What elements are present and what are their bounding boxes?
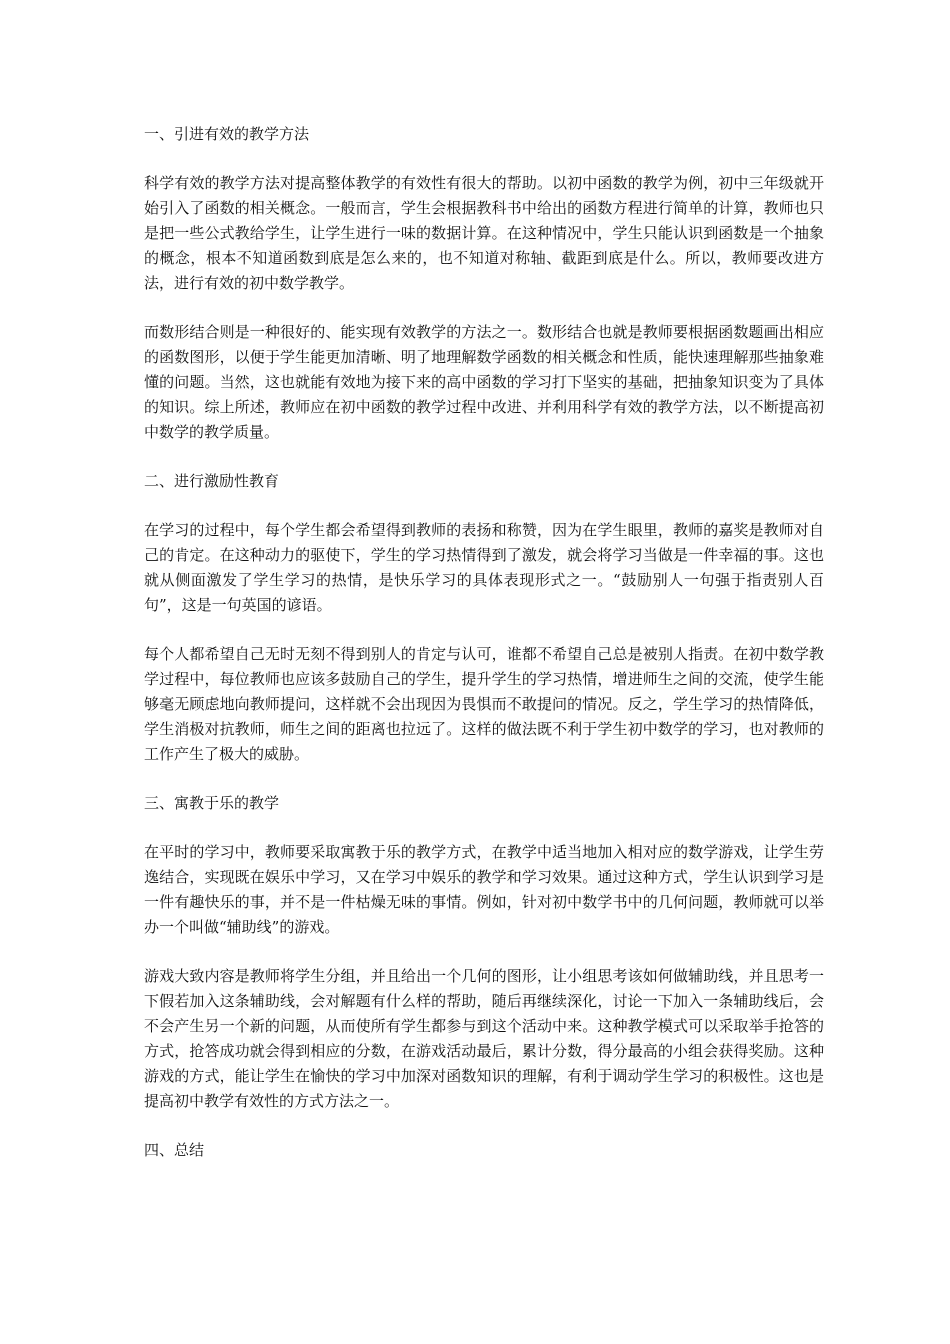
section-3-paragraph-2: 游戏大致内容是教师将学生分组，并且给出一个几何的图形，让小组思考该如何做辅助线，并且思考一下假若加入这条辅助线，会对解题有什么样的帮助，随后再继续深化，讨论一下加入一条辅助线后，会不会产生另一个新的问题，从而使所有学生都参与到这个活动中来。这种教学模式可以采取举手抢答的方式，抢答成功就会得到相应的分数，在游戏活动最后，累计分数，得分最高的小组会获得奖励。这种游戏的方式，能让学生在愉快的学习中加深对函数知识的理解，有利于调动学生学习的积极性。这也是提高初中教学有效性的方式方法之一。 bbox=[144, 967, 824, 1110]
section-3-paragraph-1: 在平时的学习中，教师要采取寓教于乐的教学方式，在教学中适当地加入相对应的数学游戏，让学生劳逸结合，实现既在娱乐中学习，又在学习中娱乐的教学和学习效果。通过这种方式，学生认识到学习是一件有趣快乐的事，并不是一件枯燥无味的事情。例如，针对初中数学书中的几何问题，教师就可以举办一个叫做“辅助线”的游戏。 bbox=[144, 843, 824, 936]
section-1-paragraph-2: 而数形结合则是一种很好的、能实现有效教学的方法之一。数形结合也就是教师要根据函数题画出相应的函数图形，以便于学生能更加清晰、明了地理解数学函数的相关概念和性质，能快速理解那些抽象难懂的问题。当然，这也就能有效地为接下来的高中函数的学习打下坚实的基础，把抽象知识变为了具体的知识。综上所述，教师应在初中函数的教学过程中改进、并利用科学有效的教学方法，以不断提高初中数学的教学质量。 bbox=[144, 323, 824, 441]
section-1-paragraph-1: 科学有效的教学方法对提高整体教学的有效性有很大的帮助。以初中函数的教学为例，初中三年级就开始引入了函数的相关概念。一般而言，学生会根据教科书中给出的函数方程进行简单的计算，教师也只是把一些公式教给学生，让学生进行一味的数据计算。在这种情况中，学生只能认识到函数是一个抽象的概念，根本不知道函数到底是怎么来的，也不知道对称轴、截距到底是什么。所以，教师要改进方法，进行有效的初中数学教学。 bbox=[144, 174, 824, 292]
section-heading-3: 三、寓教于乐的教学 bbox=[144, 794, 280, 812]
section-heading-4: 四、总结 bbox=[144, 1141, 205, 1159]
document-body bbox=[144, 122, 824, 1163]
section-heading-1: 一、引进有效的教学方法 bbox=[144, 125, 310, 143]
section-2-paragraph-1: 在学习的过程中，每个学生都会希望得到教师的表扬和称赞，因为在学生眼里，教师的嘉奖是教师对自己的肯定。在这种动力的驱使下，学生的学习热情得到了激发，就会将学习当做是一件幸福的事。这也就从侧面激发了学生学习的热情，是快乐学习的具体表现形式之一。“鼓励别人一句强于指责别人百句”，这是一句英国的谚语。 bbox=[144, 521, 824, 614]
section-heading-2: 二、进行激励性教育 bbox=[144, 472, 280, 490]
section-2-paragraph-2: 每个人都希望自己无时无刻不得到别人的肯定与认可，谁都不希望自己总是被别人指责。在初中数学教学过程中，每位教师也应该多鼓励自己的学生，提升学生的学习热情，增进师生之间的交流，使学生能够毫无顾虑地向教师提问，这样就不会出现因为畏惧而不敢提问的情况。反之，学生学习的热情降低，学生消极对抗教师，师生之间的距离也拉远了。这样的做法既不利于学生初中数学的学习，也对教师的工作产生了极大的威胁。 bbox=[144, 645, 824, 763]
